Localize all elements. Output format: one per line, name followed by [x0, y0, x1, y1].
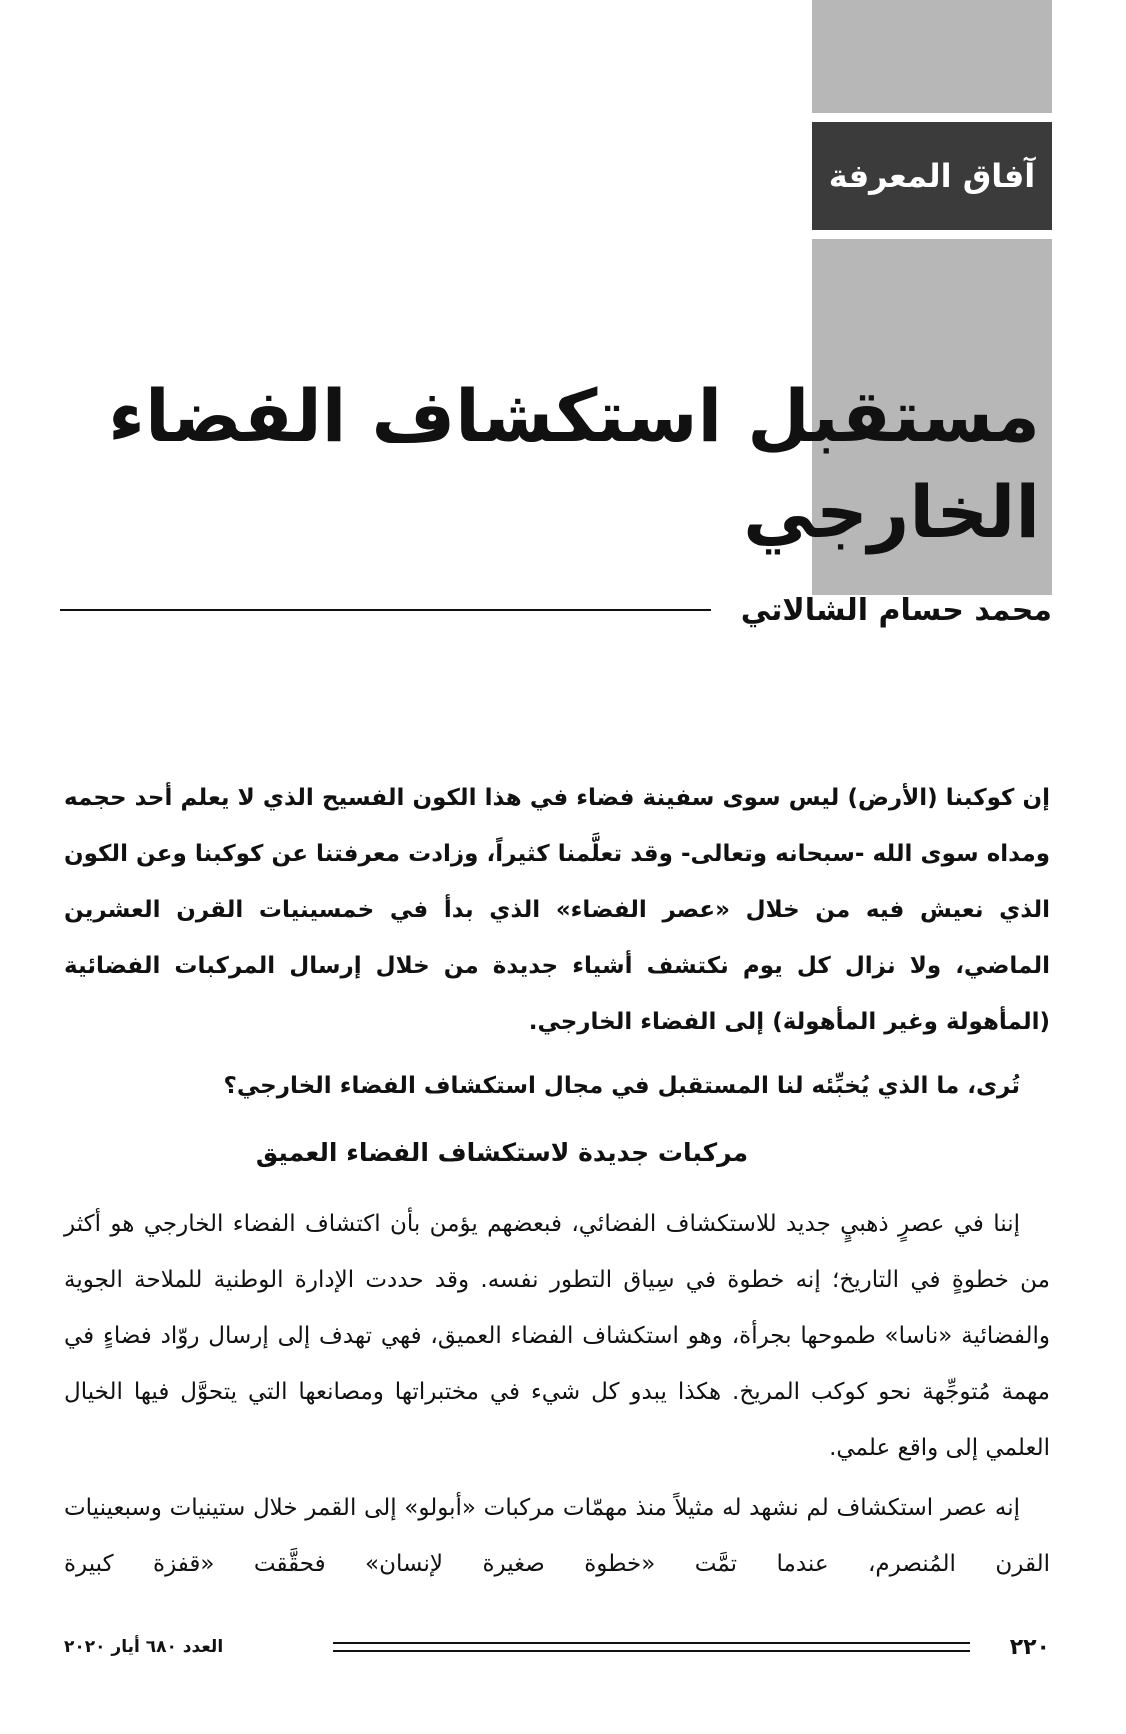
author-divider	[60, 609, 711, 611]
apollo-paragraph: إنه عصر استكشاف لم نشهد له مثيلاً منذ مهمّات مركبات «أبولو» إلى القمر خلال ستينيات وسبعينيات القرن المُنصرم، عندما تمَّت «خطوة صغيرة لإنسان» فحقَّقت «قفزة كبيرة	[64, 1495, 1050, 1577]
footer-divider	[333, 1642, 970, 1652]
section-label: آفاق المعرفة	[812, 122, 1052, 230]
section-heading: مركبات جديدة لاستكشاف الفضاء العميق	[255, 1138, 749, 1167]
golden-age-paragraph: إننا في عصرٍ ذهبيٍ جديد للاستكشاف الفضائي، فبعضهم يؤمن بأن اكتشاف الفضاء الخارجي هو أكثر من خطوةٍ في التاريخ؛ إنه خطوة في سِياق التطور نفسه. وقد حددت الإدارة الوطنية للملاحة الجوية والفضائية «ناسا» طموحها بجرأة، وهو استكشاف الفضاء العميق، فهي تهدف إلى إرسال روّاد فضاءٍ في مهمة مُتوجِّهة نحو كوكب المريخ. هكذا يبدو كل شيء في مختبراتها ومصانعها التي يتحوَّل فيها الخيال العلمي إلى واقع علمي.	[64, 1211, 1050, 1461]
question-paragraph: تُرى، ما الذي يُخبِّئه لنا المستقبل في مجال استكشاف الفضاء الخارجي؟	[223, 1073, 1020, 1099]
article-title: مستقبل استكشاف الفضاء الخارجي	[108, 374, 1040, 554]
intro-paragraph: إن كوكبنا (الأرض) ليس سوى سفينة فضاء في هذا الكون الفسيح الذي لا يعلم أحد حجمه ومداه سوى الله -سبحانه وتعالى- وقد تعلَّمنا كثيراً، وزادت معرفتنا عن كوكبنا وعن الكون الذي نعيش فيه من خلال «عصر الفضاء» الذي بدأ في خمسينيات القرن العشرين الماضي، ولا نزال كل يوم نكتشف أشياء جديدة من خلال إرسال المركبات الفضائية (المأهولة وغير المأهولة) إلى الفضاء الخارجي.	[64, 785, 1050, 1035]
page-footer	[64, 1632, 1050, 1662]
page-number: ٢٢٠	[1009, 1634, 1050, 1660]
author-name: محمد حسام الشالاتي	[740, 592, 1052, 628]
issue-info: العدد ٦٨٠ أيار ٢٠٢٠	[64, 1637, 224, 1657]
author-row	[60, 585, 1052, 635]
decorative-gray-block-top	[812, 0, 1052, 113]
